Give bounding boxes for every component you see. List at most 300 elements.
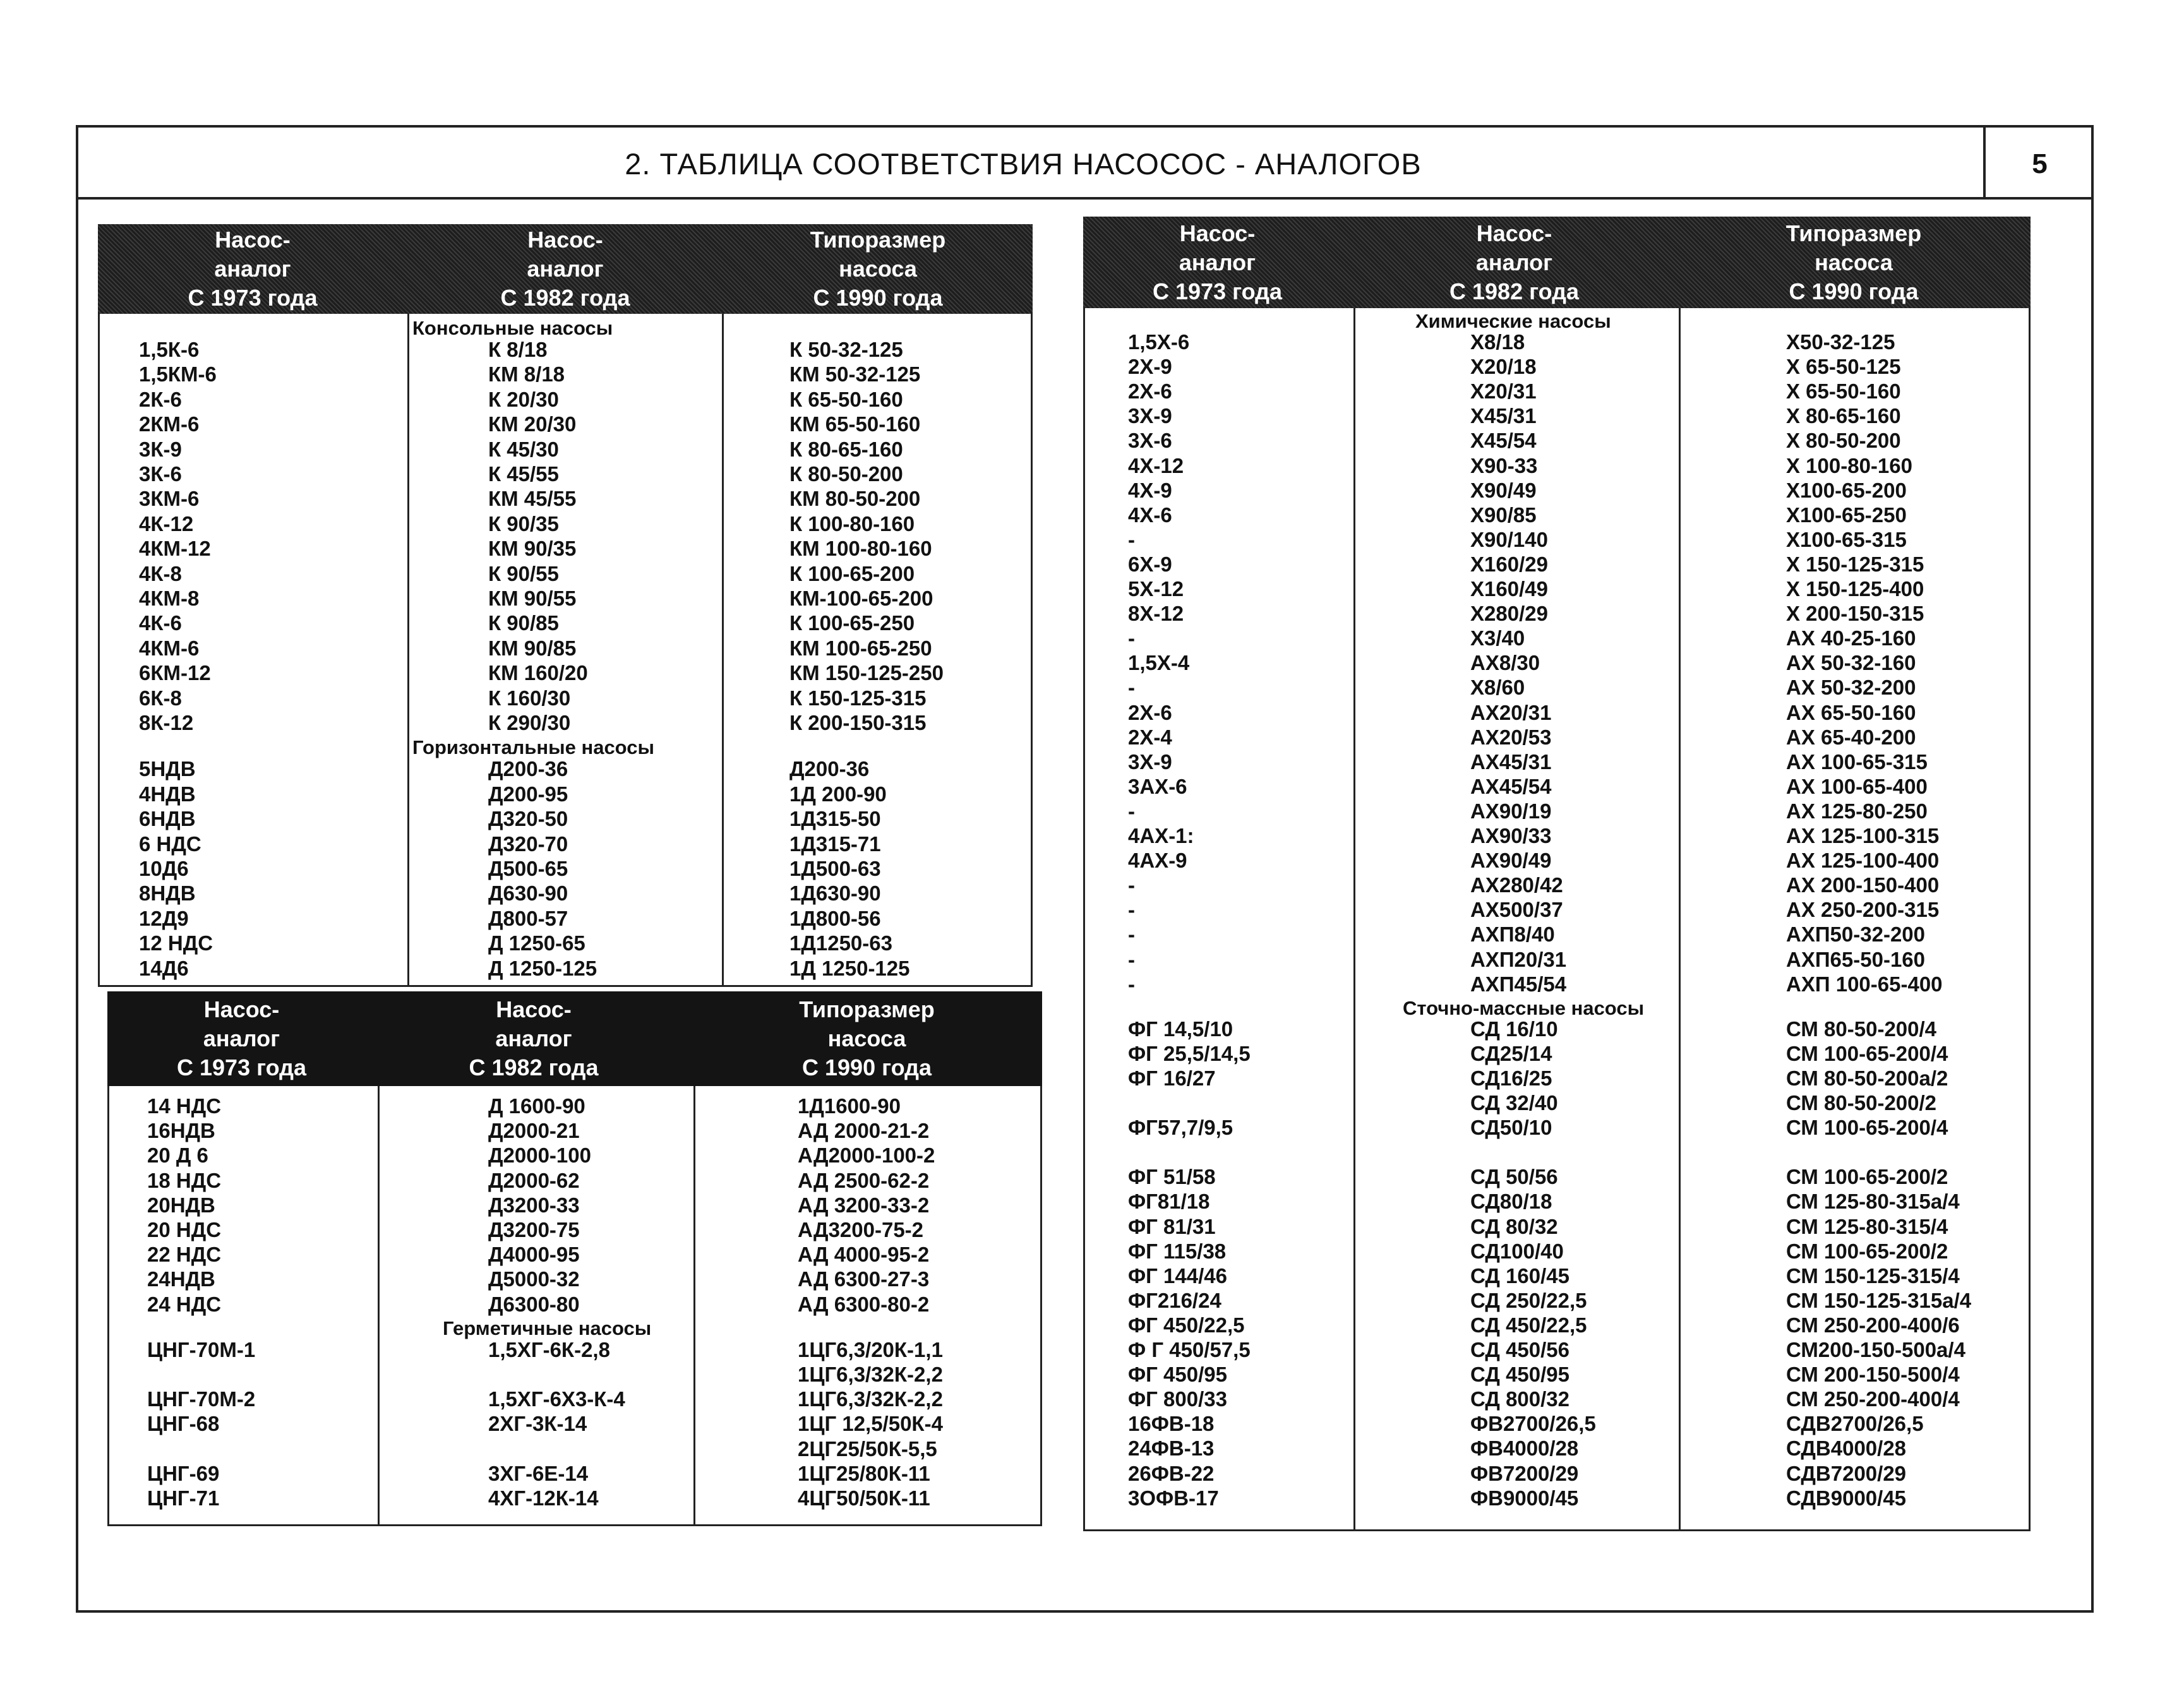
- table-row: [1085, 650, 2029, 675]
- table-row: [100, 686, 1031, 710]
- cell-1973: 6 НДС: [139, 832, 201, 856]
- cell-1973: 6Х-9: [1128, 552, 1172, 576]
- cell-1973: 8Х-12: [1128, 602, 1184, 626]
- cell-1982: АХ90/33: [1470, 824, 1552, 847]
- cell-1973: 4Х-9: [1128, 478, 1172, 502]
- cell-1990: К 65-50-160: [789, 387, 903, 411]
- cell-1990: АД2000-100-2: [798, 1144, 935, 1168]
- cell-1990: Х100-65-200: [1786, 478, 1907, 502]
- cell-1990: Х100-65-250: [1786, 503, 1907, 527]
- table-row: [1085, 330, 2029, 354]
- cell-1973: -: [1128, 898, 1135, 922]
- cell-1982: Д4000-95: [488, 1243, 580, 1267]
- cell-1990: СМ 125-80-315а/4: [1786, 1190, 1960, 1214]
- cell-1982: КМ 160/20: [488, 661, 588, 685]
- cell-1982: Д2000-100: [488, 1144, 591, 1168]
- table-row: [1085, 503, 2029, 527]
- cell-1973: 3Х-9: [1128, 750, 1172, 774]
- cell-1982: Х8/18: [1470, 330, 1525, 354]
- cell-1990: АД 6300-80-2: [798, 1292, 930, 1316]
- cell-1982: КМ 90/55: [488, 587, 577, 610]
- table-row: [109, 1143, 1040, 1168]
- table-row: [1085, 873, 2029, 897]
- cell-1973: 22 НДС: [147, 1243, 222, 1267]
- cell-1982: 3ХГ-6Е-14: [488, 1461, 589, 1485]
- table-row: [1085, 823, 2029, 848]
- cell-1990: АХ 50-32-160: [1786, 651, 1916, 675]
- cell-1973: 6К-8: [139, 686, 182, 710]
- cell-1973: ФГ 115/38: [1128, 1239, 1227, 1263]
- header-col-1990: Типоразмер насоса С 1990 года: [799, 996, 935, 1080]
- cell-1973: 1,5Х-6: [1128, 330, 1190, 354]
- cell-1982: Х20/31: [1470, 379, 1537, 403]
- cell-1990: АХ 125-80-250: [1786, 799, 1928, 823]
- cell-1973: 3АХ-6: [1128, 774, 1187, 798]
- cell-1982: Д200-95: [488, 782, 568, 806]
- cell-1973: 3ОФВ-17: [1128, 1486, 1219, 1510]
- cell-1990: Х 65-50-160: [1786, 379, 1901, 403]
- table-large-hermetic: [107, 991, 1042, 1526]
- table-row: [109, 1362, 1040, 1387]
- table-row: [100, 486, 1031, 511]
- cell-1973: 5НДВ: [139, 757, 196, 781]
- cell-1990: СМ 150-125-315/4: [1786, 1264, 1960, 1288]
- cell-1973: -: [1128, 947, 1135, 971]
- cell-1982: 2ХГ-3К-14: [488, 1412, 587, 1436]
- table-row: [1085, 379, 2029, 403]
- section-title: Герметичные насосы: [441, 1317, 653, 1341]
- cell-1990: АХ 100-65-400: [1786, 774, 1928, 798]
- table-consol-horizontal: [98, 224, 1033, 987]
- cell-1973: Ф Г 450/57,5: [1128, 1338, 1251, 1361]
- cell-1973: ФГ216/24: [1128, 1288, 1221, 1312]
- cell-1990: КМ-100-65-200: [789, 587, 933, 610]
- cell-1973: ФГ 16/27: [1128, 1066, 1216, 1090]
- table-row: [1085, 1164, 2029, 1189]
- table-row: [109, 1387, 1040, 1411]
- table-row: [1085, 1115, 2029, 1140]
- cell-1982: СД100/40: [1470, 1239, 1564, 1263]
- cell-1990: К 150-125-315: [789, 686, 927, 710]
- cell-1973: 4Х-6: [1128, 503, 1172, 527]
- cell-1990: Х 80-65-160: [1786, 404, 1901, 428]
- cell-1990: Х 80-50-200: [1786, 429, 1901, 453]
- cell-1990: К 80-65-160: [789, 437, 903, 461]
- cell-1982: Д320-50: [488, 807, 568, 831]
- cell-1973: 10Д6: [139, 857, 189, 880]
- cell-1990: 2ЦГ25/50К-5,5: [798, 1437, 937, 1461]
- table-row: [109, 1337, 1040, 1362]
- cell-1973: ЦНГ-70М-2: [147, 1387, 256, 1411]
- table-row: [100, 437, 1031, 462]
- cell-1982: АХ8/30: [1470, 651, 1540, 675]
- cell-1982: АХ20/31: [1470, 700, 1552, 724]
- cell-1973: -: [1128, 799, 1135, 823]
- cell-1982: 1,5ХГ-6К-2,8: [488, 1337, 610, 1361]
- cell-1973: 14 НДС: [147, 1094, 222, 1118]
- cell-1973: ФГ 144/46: [1128, 1264, 1227, 1288]
- table-row: [109, 1094, 1040, 1118]
- cell-1973: -: [1128, 676, 1135, 700]
- cell-1990: АД 6300-27-3: [798, 1267, 930, 1291]
- table-row: [1085, 1387, 2029, 1411]
- cell-1982: Д6300-80: [488, 1292, 580, 1316]
- cell-1982: К 45/55: [488, 462, 559, 486]
- table-row: [1085, 428, 2029, 453]
- table-row: [100, 881, 1031, 905]
- cell-1982: К 90/35: [488, 511, 559, 535]
- cell-1990: СМ 250-200-400/6: [1786, 1313, 1960, 1337]
- table-row: [100, 806, 1031, 831]
- section-title: Горизонтальные насосы: [411, 736, 656, 760]
- table-row: [100, 660, 1031, 685]
- cell-1990: Д200-36: [789, 757, 870, 781]
- cell-1982: 1,5ХГ-6Х3-К-4: [488, 1387, 625, 1411]
- cell-1973: 6НДВ: [139, 807, 196, 831]
- page-number: 5: [1983, 125, 2094, 200]
- cell-1973: 4К-8: [139, 561, 182, 585]
- cell-1982: СД 250/22,5: [1470, 1288, 1587, 1312]
- cell-1990: К 80-50-200: [789, 462, 903, 486]
- cell-1982: СД 80/32: [1470, 1214, 1558, 1238]
- cell-1982: КМ 45/55: [488, 487, 577, 511]
- cell-1982: КМ 90/85: [488, 636, 577, 660]
- cell-1982: СД 160/45: [1470, 1264, 1570, 1288]
- cell-1973: -: [1128, 923, 1135, 947]
- cell-1982: К 90/85: [488, 611, 559, 635]
- table-row: [1085, 354, 2029, 379]
- cell-1990: Х 200-150-315: [1786, 602, 1924, 626]
- cell-1973: 3Х-6: [1128, 429, 1172, 453]
- title-bar: [76, 125, 2094, 200]
- cell-1973: ЦНГ-68: [147, 1412, 220, 1436]
- table-row: [1085, 1091, 2029, 1115]
- page-title: 2. ТАБЛИЦА СООТВЕТСТВИЯ НАСОСОС - АНАЛОГОВ: [625, 147, 1422, 181]
- cell-1982: Д 1250-125: [488, 956, 597, 980]
- cell-1982: СД 800/32: [1470, 1387, 1570, 1411]
- header-col-1982: Насос- аналог С 1982 года: [469, 996, 599, 1080]
- cell-1990: СМ 100-65-200/2: [1786, 1165, 1948, 1189]
- cell-1990: К 100-80-160: [789, 511, 915, 535]
- table-header: [1083, 217, 2031, 308]
- table-row: [1085, 1461, 2029, 1486]
- cell-1973: 20 Д 6: [147, 1144, 208, 1168]
- cell-1990: 1Д630-90: [789, 881, 881, 905]
- cell-1973: 4АХ-1:: [1128, 824, 1194, 847]
- table-row: [1085, 1411, 2029, 1436]
- table-row: [109, 1242, 1040, 1267]
- cell-1982: Х90/140: [1470, 527, 1548, 551]
- cell-1990: АД 3200-33-2: [798, 1193, 930, 1217]
- table-row: [1085, 1239, 2029, 1264]
- cell-1990: СМ 250-200-400/4: [1786, 1387, 1960, 1411]
- cell-1973: ФГ 25,5/14,5: [1128, 1041, 1251, 1065]
- table-row: [1085, 848, 2029, 873]
- table-row: [1085, 947, 2029, 972]
- cell-1973: 3Х-9: [1128, 404, 1172, 428]
- cell-1990: СДВ2700/26,5: [1786, 1412, 1924, 1436]
- table-row: [1085, 1313, 2029, 1337]
- table-row: [100, 906, 1031, 931]
- cell-1990: СМ 100-65-200/2: [1786, 1239, 1948, 1263]
- table-row: [1085, 601, 2029, 626]
- cell-1982: К 8/18: [488, 338, 548, 361]
- cell-1982: СД 32/40: [1470, 1091, 1558, 1114]
- cell-1982: Х90/85: [1470, 503, 1537, 527]
- cell-1990: АХ 50-32-200: [1786, 676, 1916, 700]
- cell-1973: 4АХ-9: [1128, 849, 1187, 873]
- cell-1973: 12Д9: [139, 906, 189, 930]
- table-body: [1083, 308, 2031, 1531]
- cell-1982: СД16/25: [1470, 1066, 1552, 1090]
- cell-1990: К 100-65-250: [789, 611, 915, 635]
- cell-1973: ФГ 81/31: [1128, 1214, 1216, 1238]
- cell-1982: Д 1250-65: [488, 931, 585, 955]
- table-header: [98, 224, 1033, 314]
- cell-1982: ФВ2700/26,5: [1470, 1412, 1596, 1436]
- cell-1982: Д800-57: [488, 906, 568, 930]
- cell-1990: КМ 150-125-250: [789, 661, 944, 685]
- cell-1982: СД 50/56: [1470, 1165, 1558, 1189]
- table-row: [1085, 1017, 2029, 1041]
- cell-1990: АХ 100-65-315: [1786, 750, 1928, 774]
- cell-1973: -: [1128, 873, 1135, 897]
- cell-1973: 26ФВ-22: [1128, 1461, 1215, 1485]
- table-row: [1085, 922, 2029, 947]
- cell-1982: Х280/29: [1470, 602, 1548, 626]
- cell-1973: ФГ 800/33: [1128, 1387, 1227, 1411]
- cell-1973: 4КМ-8: [139, 587, 200, 610]
- cell-1973: 5Х-12: [1128, 577, 1184, 601]
- cell-1982: АХП20/31: [1470, 947, 1567, 971]
- table-row: [1085, 1264, 2029, 1288]
- cell-1973: -: [1128, 626, 1135, 650]
- cell-1982: КМ 90/35: [488, 537, 577, 561]
- cell-1982: К 90/55: [488, 561, 559, 585]
- cell-1990: АХП 100-65-400: [1786, 972, 1943, 996]
- cell-1982: АХ280/42: [1470, 873, 1563, 897]
- table-row: [1085, 1214, 2029, 1239]
- cell-1982: Х45/31: [1470, 404, 1537, 428]
- cell-1982: Д3200-33: [488, 1193, 580, 1217]
- table-row: [1085, 774, 2029, 799]
- table-row: [1085, 552, 2029, 577]
- cell-1990: АХ 125-100-315: [1786, 824, 1940, 847]
- cell-1982: Х3/40: [1470, 626, 1525, 650]
- table-row: [100, 856, 1031, 881]
- cell-1973: ФГ81/18: [1128, 1190, 1210, 1214]
- table-row: [100, 782, 1031, 806]
- table-row: [100, 561, 1031, 586]
- cell-1982: СД 450/56: [1470, 1338, 1570, 1361]
- cell-1973: 12 НДС: [139, 931, 213, 955]
- cell-1982: АХ90/19: [1470, 799, 1552, 823]
- table-row: [109, 1118, 1040, 1143]
- section-title: Консольные насосы: [411, 316, 615, 340]
- table-row: [1085, 700, 2029, 725]
- cell-1990: АХ 200-150-400: [1786, 873, 1940, 897]
- cell-1990: Х 100-80-160: [1786, 453, 1912, 477]
- cell-1990: 1Д1250-63: [789, 931, 892, 955]
- cell-1982: Д3200-75: [488, 1218, 580, 1241]
- table-row: [1085, 799, 2029, 823]
- table-row: [100, 387, 1031, 412]
- cell-1973: 4К-12: [139, 511, 194, 535]
- cell-1990: Х 65-50-125: [1786, 355, 1901, 379]
- cell-1982: Д630-90: [488, 881, 568, 905]
- table-header: [107, 991, 1042, 1086]
- cell-1982: К 160/30: [488, 686, 571, 710]
- table-row: [1085, 675, 2029, 700]
- table-row: [1085, 527, 2029, 552]
- table-row: [1085, 626, 2029, 650]
- cell-1990: СДВ9000/45: [1786, 1486, 1907, 1510]
- table-row: [1085, 1140, 2029, 1164]
- cell-1982: 4ХГ-12К-14: [488, 1486, 599, 1510]
- cell-1973: ЦНГ-69: [147, 1461, 220, 1485]
- cell-1973: 16ФВ-18: [1128, 1412, 1215, 1436]
- cell-1982: ФВ7200/29: [1470, 1461, 1579, 1485]
- table-row: [1085, 1436, 2029, 1461]
- cell-1990: АД 4000-95-2: [798, 1243, 930, 1267]
- cell-1973: 1,5Х-4: [1128, 651, 1190, 675]
- cell-1990: СМ 150-125-315а/4: [1786, 1288, 1972, 1312]
- table-row: [109, 1193, 1040, 1217]
- cell-1982: СД50/10: [1470, 1116, 1552, 1140]
- cell-1990: АХ 65-50-160: [1786, 700, 1916, 724]
- table-row: [1085, 897, 2029, 922]
- table-row: [109, 1411, 1040, 1436]
- table-row: [1085, 478, 2029, 503]
- table-row: [100, 611, 1031, 635]
- table-body: [107, 1086, 1042, 1526]
- cell-1990: АД 2000-21-2: [798, 1119, 930, 1143]
- cell-1990: АХП65-50-160: [1786, 947, 1926, 971]
- cell-1990: 1ЦГ6,3/20К-1,1: [798, 1337, 943, 1361]
- cell-1973: ФГ 51/58: [1128, 1165, 1216, 1189]
- header-col-1990: Типоразмер насоса С 1990 года: [810, 227, 946, 311]
- cell-1990: АД 2500-62-2: [798, 1168, 930, 1192]
- cell-1990: К 50-32-125: [789, 338, 903, 361]
- cell-1990: СМ 125-80-315/4: [1786, 1214, 1948, 1238]
- cell-1982: Х90-33: [1470, 453, 1538, 477]
- table-row: [109, 1292, 1040, 1317]
- table-row: [1085, 1041, 2029, 1066]
- table-row: [109, 1267, 1040, 1291]
- cell-1973: 6КМ-12: [139, 661, 211, 685]
- table-row: [1085, 1486, 2029, 1510]
- cell-1982: АХП8/40: [1470, 923, 1555, 947]
- cell-1973: 3К-6: [139, 462, 182, 486]
- cell-1973: 1,5КМ-6: [139, 362, 217, 386]
- cell-1973: 20 НДС: [147, 1218, 222, 1241]
- cell-1990: СМ 100-65-200/4: [1786, 1041, 1948, 1065]
- cell-1982: АХ45/31: [1470, 750, 1552, 774]
- cell-1973: 4Х-12: [1128, 453, 1184, 477]
- cell-1973: 3КМ-6: [139, 487, 200, 511]
- cell-1982: К 290/30: [488, 711, 571, 734]
- cell-1990: 1Д500-63: [789, 857, 881, 880]
- cell-1990: КМ 80-50-200: [789, 487, 921, 511]
- cell-1982: Х90/49: [1470, 478, 1537, 502]
- table-row: [109, 1437, 1040, 1461]
- cell-1973: -: [1128, 972, 1135, 996]
- cell-1990: СМ 80-50-200а/2: [1786, 1066, 1948, 1090]
- cell-1982: Д320-70: [488, 832, 568, 856]
- cell-1982: КМ 8/18: [488, 362, 565, 386]
- cell-1982: Х160/29: [1470, 552, 1548, 576]
- section-title: Сточно-массные насосы: [1401, 996, 1646, 1020]
- table-row: [1085, 750, 2029, 774]
- cell-1982: Д2000-21: [488, 1119, 580, 1143]
- cell-1990: Х100-65-315: [1786, 527, 1907, 551]
- cell-1982: ФВ4000/28: [1470, 1437, 1579, 1461]
- cell-1990: СМ 80-50-200/2: [1786, 1091, 1937, 1114]
- cell-1982: АХ500/37: [1470, 898, 1563, 922]
- cell-1973: 24 НДС: [147, 1292, 222, 1316]
- cell-1990: 1ЦГ6,3/32К-2,2: [798, 1387, 943, 1411]
- header-col-1973: Насос- аналог С 1973 года: [177, 996, 306, 1080]
- table-row: [109, 1168, 1040, 1193]
- cell-1973: 4К-6: [139, 611, 182, 635]
- cell-1990: СМ 80-50-200/4: [1786, 1017, 1937, 1041]
- cell-1990: 1ЦГ25/80К-11: [798, 1461, 930, 1485]
- cell-1990: 1Д315-50: [789, 807, 881, 831]
- table-row: [100, 462, 1031, 486]
- table-row: [109, 1217, 1040, 1242]
- cell-1973: -: [1128, 527, 1135, 551]
- cell-1973: ФГ 450/22,5: [1128, 1313, 1245, 1337]
- cell-1973: 14Д6: [139, 956, 189, 980]
- cell-1990: 1Д 1250-125: [789, 956, 910, 980]
- cell-1982: АХП45/54: [1470, 972, 1567, 996]
- table-chemical-mass: [1083, 217, 2031, 1531]
- cell-1973: 18 НДС: [147, 1168, 222, 1192]
- cell-1973: 24ФВ-13: [1128, 1437, 1215, 1461]
- cell-1990: АХ 40-25-160: [1786, 626, 1916, 650]
- cell-1973: 3К-9: [139, 437, 182, 461]
- table-body: [98, 314, 1033, 987]
- cell-1973: 24НДВ: [147, 1267, 215, 1291]
- table-row: [1085, 453, 2029, 478]
- cell-1982: АХ90/49: [1470, 849, 1552, 873]
- table-row: [1085, 1189, 2029, 1214]
- cell-1982: Д2000-62: [488, 1168, 580, 1192]
- cell-1982: СД25/14: [1470, 1041, 1552, 1065]
- cell-1973: ФГ 450/95: [1128, 1363, 1227, 1387]
- table-row: [100, 756, 1031, 781]
- cell-1990: 1Д800-56: [789, 906, 881, 930]
- cell-1990: АД3200-75-2: [798, 1218, 924, 1241]
- cell-1990: Х 150-125-315: [1786, 552, 1924, 576]
- cell-1990: СДВ7200/29: [1786, 1461, 1907, 1485]
- table-row: [1085, 1362, 2029, 1387]
- cell-1973: 2Х-6: [1128, 700, 1172, 724]
- cell-1990: АХП50-32-200: [1786, 923, 1926, 947]
- table-row: [109, 1486, 1040, 1510]
- cell-1982: Х160/49: [1470, 577, 1548, 601]
- table-row: [1085, 972, 2029, 996]
- section-title: Химические насосы: [1413, 309, 1613, 333]
- header-col-1982: Насос- аналог С 1982 года: [1449, 220, 1579, 304]
- cell-1990: К 200-150-315: [789, 711, 927, 734]
- cell-1973: 2КМ-6: [139, 412, 200, 436]
- cell-1982: АХ20/53: [1470, 725, 1552, 749]
- cell-1990: СМ 100-65-200/4: [1786, 1116, 1948, 1140]
- cell-1982: СД 16/10: [1470, 1017, 1558, 1041]
- table-row: [1085, 725, 2029, 750]
- cell-1990: АХ 125-100-400: [1786, 849, 1940, 873]
